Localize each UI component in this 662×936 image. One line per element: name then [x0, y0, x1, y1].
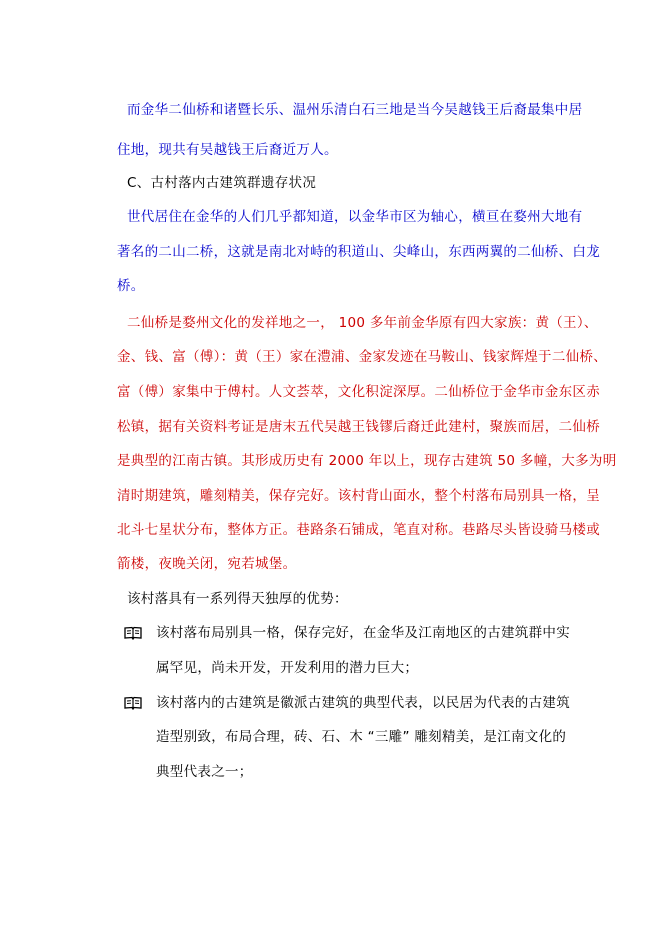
paragraph-2-line-1: 世代居住在金华的人们几乎都知道，以金华市区为轴心，横亘在婺州大地有 [127, 209, 583, 225]
paragraph-2-line-3: 桥。 [117, 278, 145, 294]
paragraph-3-line-2: 金、钱、富（傅）：黄（王）家在澧浦、金家发迹在马鞍山、钱家辉煌于二仙桥、 [117, 349, 608, 365]
paragraph-3-line-6: 清时期建筑，雕刻精美，保存完好。该村背山面水，整个村落布局别具一格，呈 [117, 488, 600, 504]
paragraph-3-line-4: 松镇，据有关资料考证是唐末五代吴越王钱镠后裔迁此建村，聚族而居，二仙桥 [117, 419, 600, 435]
bullet-2-line-1: 该村落内的古建筑是徽派古建筑的典型代表，以民居为代表的古建筑 [156, 695, 570, 711]
section-heading-c: C、古村落内古建筑群遗存状况 [127, 175, 317, 191]
book-icon [124, 696, 142, 710]
paragraph-3-line-7: 北斗七星状分布，整体方正。巷路条石铺成，笔直对称。巷路尽头皆设骑马楼或 [117, 522, 600, 538]
advantages-intro: 该村落具有一系列得天独厚的优势： [127, 591, 348, 607]
paragraph-3-line-5: 是典型的江南古镇。其形成历史有 2000 年以上，现存古建筑 50 多幢，大多为明 [117, 453, 617, 469]
paragraph-3-line-3: 富（傅）家集中于傅村。人文荟萃，文化积淀深厚。二仙桥位于金华市金东区赤 [117, 384, 600, 400]
bullet-2-line-2: 造型别致，布局合理，砖、石、木 “三雕” 雕刻精美，是江南文化的 [156, 729, 567, 745]
paragraph-2-line-2: 著名的二山二桥，这就是南北对峙的积道山、尖峰山，东西两翼的二仙桥、白龙 [117, 244, 600, 260]
paragraph-3-line-1: 二仙桥是婺州文化的发祥地之一， 100 多年前金华原有四大家族：黄（王）、 [127, 315, 598, 331]
book-icon [124, 626, 142, 640]
bullet-1-line-2: 属罕见，尚未开发，开发利用的潜力巨大； [156, 660, 419, 676]
bullet-2-line-3: 典型代表之一； [156, 764, 253, 780]
bullet-1-line-1: 该村落布局别具一格，保存完好，在金华及江南地区的古建筑群中实 [156, 625, 570, 641]
paragraph-1-line-2: 住地，现共有吴越钱王后裔近万人。 [117, 142, 338, 158]
paragraph-1-line-1: 而金华二仙桥和诸暨长乐、温州乐清白石三地是当今吴越钱王后裔最集中居 [127, 102, 583, 118]
paragraph-3-line-8: 箭楼，夜晚关闭，宛若城堡。 [117, 556, 297, 572]
